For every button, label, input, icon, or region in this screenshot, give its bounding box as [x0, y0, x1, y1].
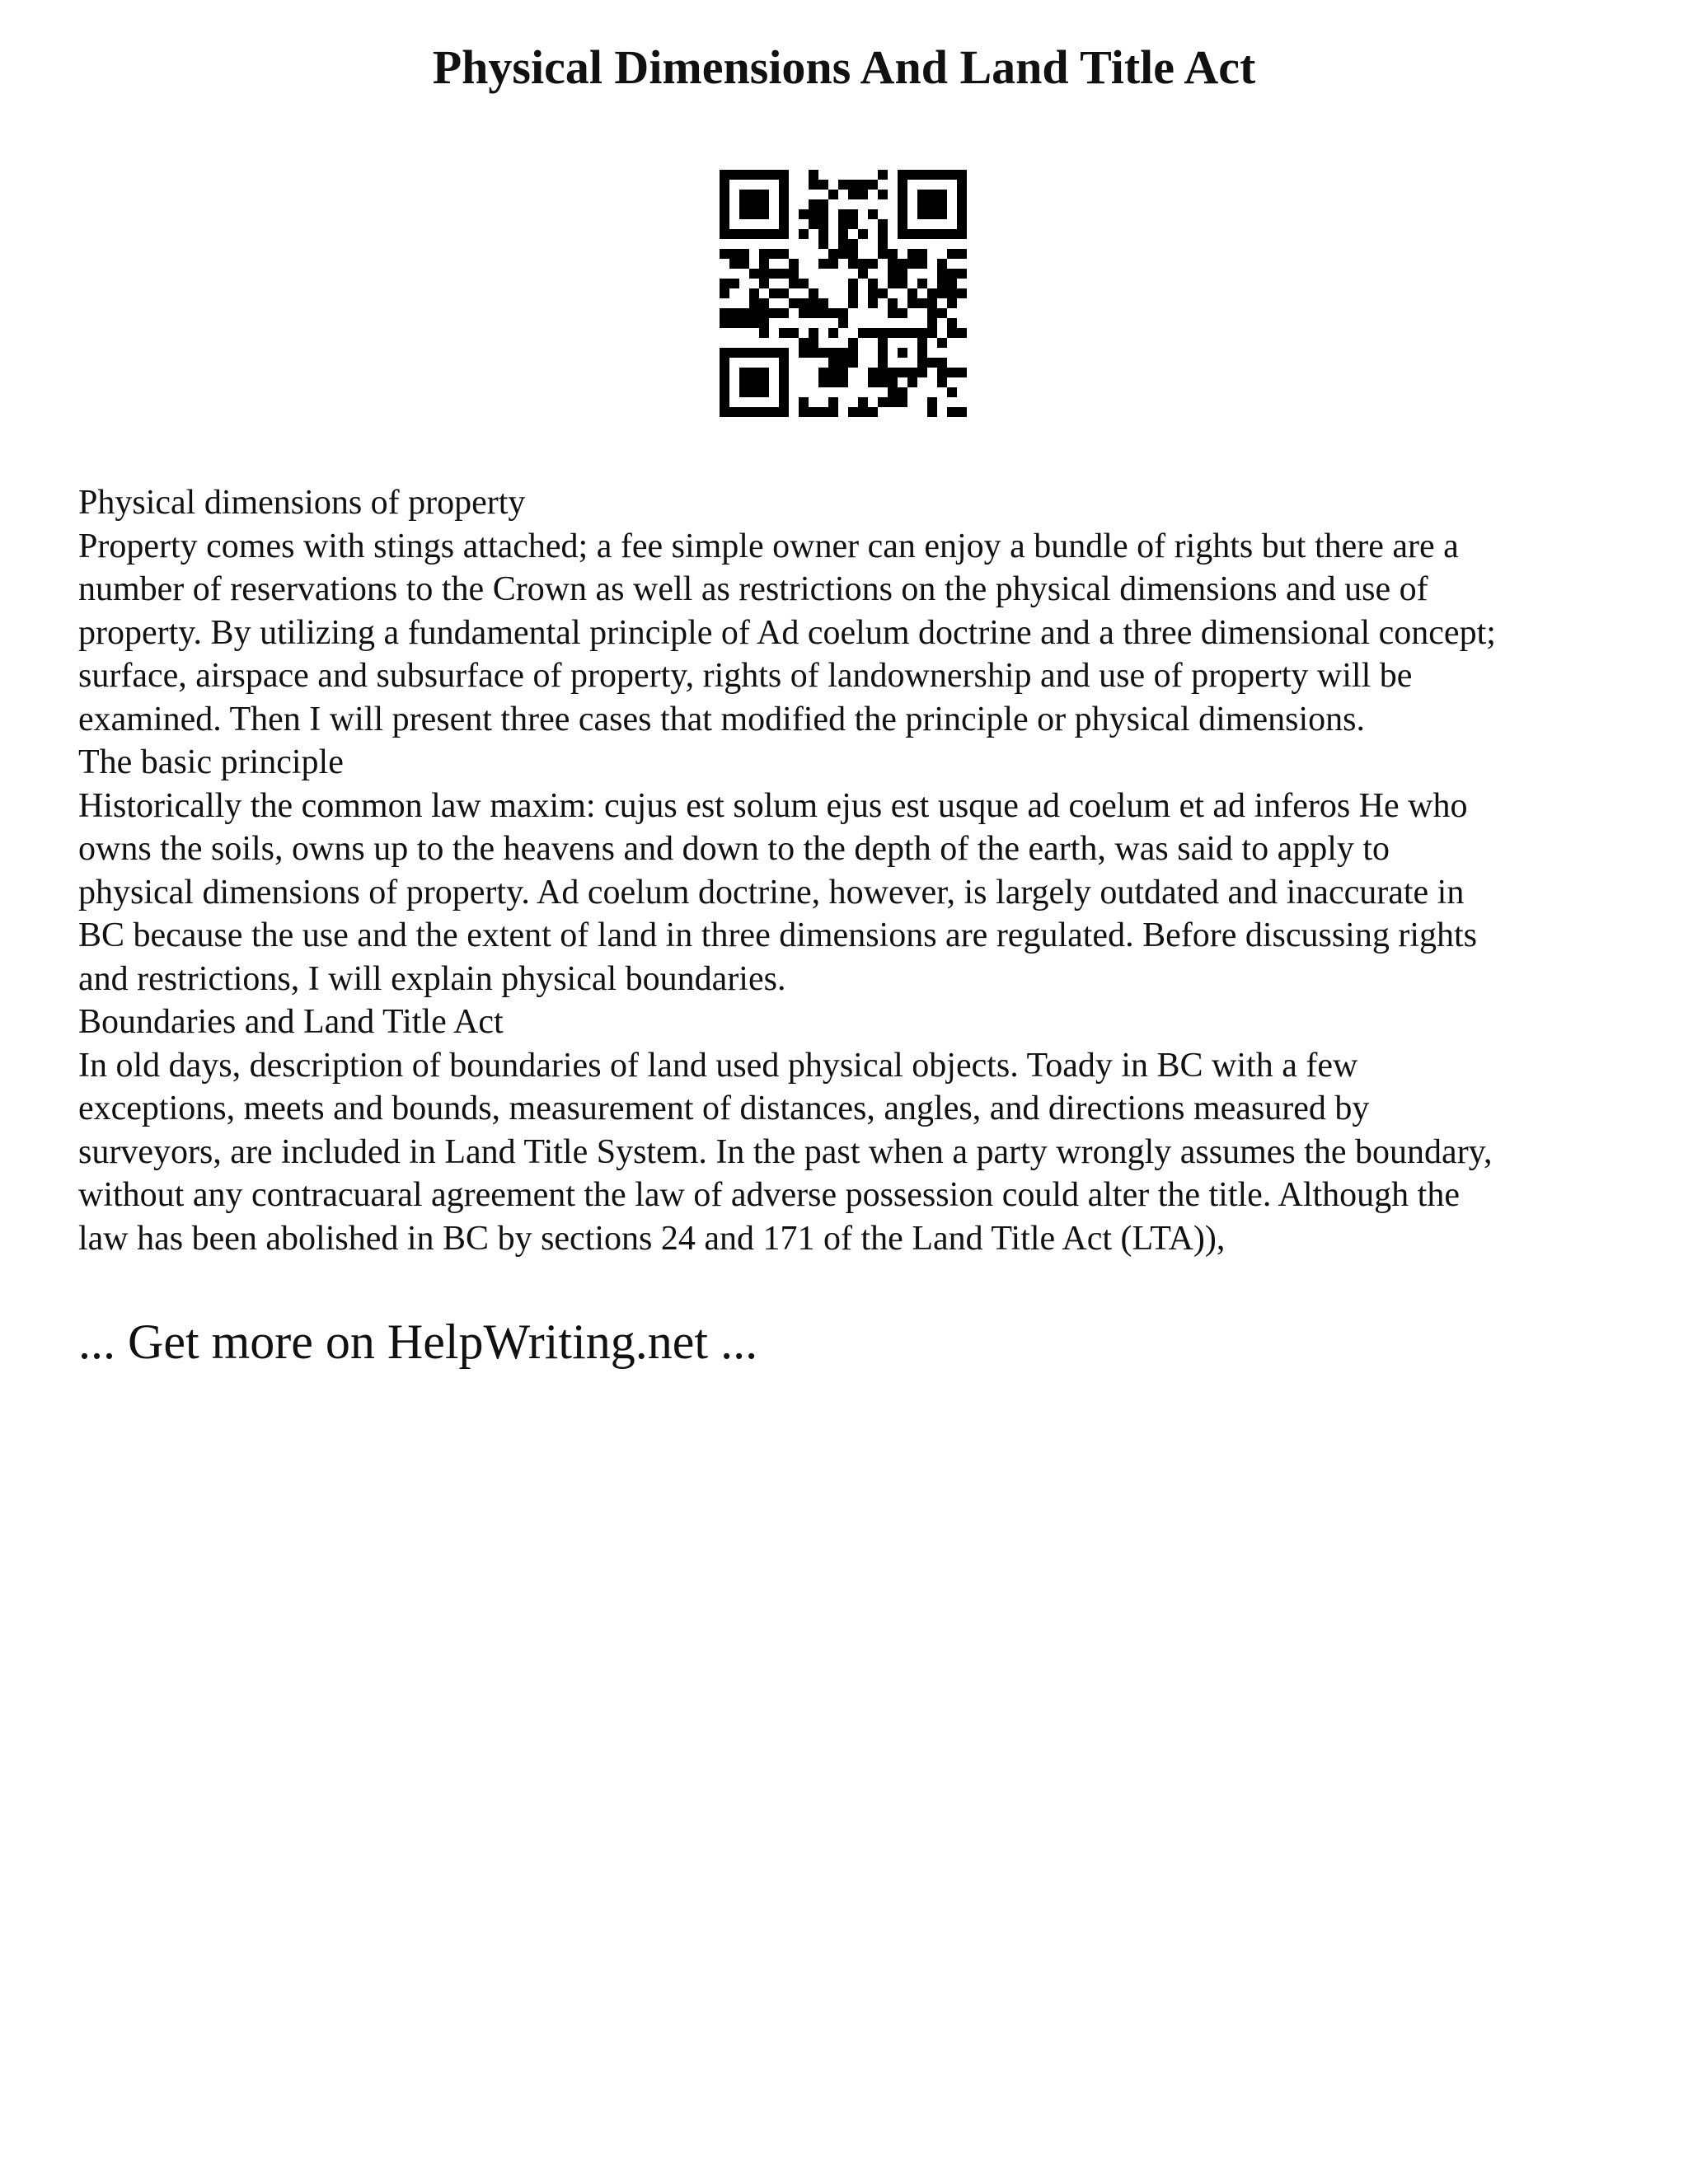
get-more-link[interactable]: ... Get more on HelpWriting.net ...: [78, 1315, 758, 1369]
body-line: owns the soils, owns up to the heavens and down to the depth of the earth, was said to apply to: [78, 830, 1390, 868]
body-line: without any contracuaral agreement the law of adverse possession could alter the title. Although the: [78, 1176, 1460, 1214]
section-heading: The basic principle: [78, 743, 344, 781]
body-line: law has been abolished in BC by sections 24 and 171 of the Land Title Act (LTA)),: [78, 1219, 1226, 1258]
body-line: number of reservations to the Crown as well as restrictions on the physical dimensions and use of: [78, 570, 1428, 608]
section-heading: Boundaries and Land Title Act: [78, 1003, 504, 1041]
body-line: examined. Then I will present three cases that modified the principle or physical dimensions.: [78, 700, 1365, 738]
section-heading: Physical dimensions of property: [78, 484, 526, 522]
qr-code-icon: [720, 170, 967, 417]
document-body: [78, 481, 1628, 1260]
body-line: Property comes with stings attached; a fee simple owner can enjoy a bundle of rights but there are a: [78, 527, 1459, 565]
body-line: Historically the common law maxim: cujus est solum ejus est usque ad coelum et ad inferos He who: [78, 786, 1468, 825]
document-title: Physical Dimensions And Land Title Act: [432, 40, 1256, 94]
body-line: BC because the use and the extent of land in three dimensions are regulated. Before discussing rights: [78, 916, 1478, 954]
body-line: surveyors, are included in Land Title System. In the past when a party wrongly assumes the boundary,: [78, 1132, 1493, 1171]
body-line: physical dimensions of property. Ad coelum doctrine, however, is largely outdated and inaccurate in: [78, 873, 1465, 912]
body-line: In old days, description of boundaries of land used physical objects. Toady in BC with a few: [78, 1046, 1358, 1085]
body-line: surface, airspace and subsurface of property, rights of landownership and use of property will be: [78, 657, 1413, 695]
body-line: property. By utilizing a fundamental principle of Ad coelum doctrine and a three dimensional concept;: [78, 613, 1496, 652]
body-line: and restrictions, I will explain physical boundaries.: [78, 959, 786, 998]
body-line: exceptions, meets and bounds, measurement of distances, angles, and directions measured by: [78, 1090, 1370, 1127]
